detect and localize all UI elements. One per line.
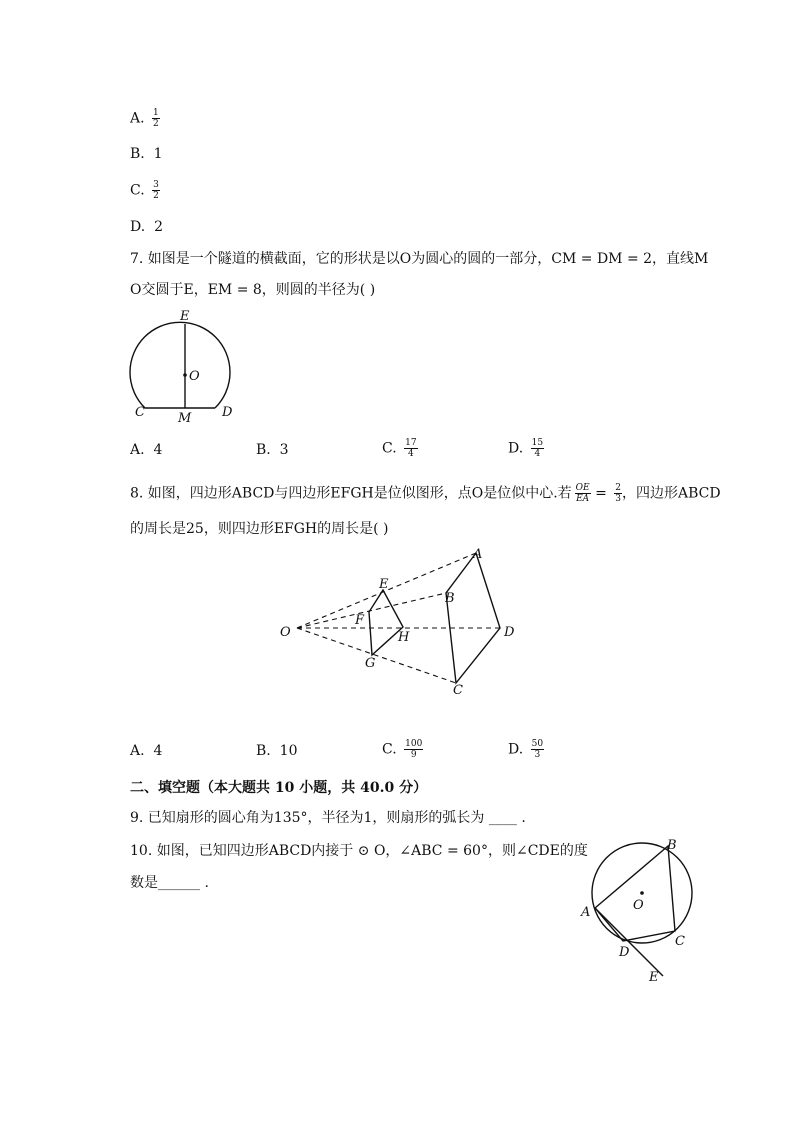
label-c: C xyxy=(453,683,463,698)
fraction-denominator: 3 xyxy=(534,750,541,760)
label-f: F xyxy=(355,613,365,628)
label-c: C xyxy=(675,934,685,949)
ray-oc xyxy=(297,628,456,683)
fraction-denominator: 2 xyxy=(153,119,159,129)
option-value: 1 xyxy=(153,146,163,162)
fraction-denominator: EA xyxy=(576,494,590,504)
option-label: D. xyxy=(508,741,524,758)
label-a: A xyxy=(581,905,591,920)
value-fraction xyxy=(614,483,622,504)
option-label: C. xyxy=(382,440,397,457)
label-b: B xyxy=(445,591,455,606)
q9-text: 9. 已知扇形的圆心角为135°，半径为1，则扇形的弧长为 ____ . xyxy=(130,810,526,826)
center-point xyxy=(183,373,187,377)
label-h: H xyxy=(398,630,410,645)
label-d: D xyxy=(619,945,630,960)
q8-homothety-figure xyxy=(270,540,530,700)
fraction-numerator: 1 xyxy=(153,108,159,118)
q7-option-d xyxy=(508,438,544,459)
label-o: O xyxy=(633,898,644,913)
label-o: O xyxy=(189,369,200,384)
fraction-numerator: 17 xyxy=(405,438,417,448)
q8-option-b xyxy=(256,742,297,760)
q8-text-post: ，四边形ABCD xyxy=(621,485,721,502)
option-value: 3 xyxy=(279,442,289,458)
ray-ob xyxy=(297,593,446,628)
fraction-numerator: 50 xyxy=(531,739,544,749)
fraction-denominator: 3 xyxy=(615,494,621,504)
option-value: 10 xyxy=(279,743,298,759)
equals-sign: = xyxy=(595,485,607,502)
option-label: B. xyxy=(256,442,271,458)
fraction-denominator: 4 xyxy=(534,449,541,459)
option-value: 2 xyxy=(154,219,164,235)
fraction xyxy=(531,739,544,760)
option-value: 4 xyxy=(153,743,163,759)
q7-option-c xyxy=(382,438,418,459)
option-label: B. xyxy=(130,146,145,162)
option-label: C. xyxy=(130,182,145,199)
option-label: A. xyxy=(130,110,145,127)
q6-option-a xyxy=(130,108,160,129)
quad-efgh xyxy=(369,590,403,655)
q7-option-b xyxy=(256,441,289,459)
option-label: D. xyxy=(130,219,146,235)
q7-text-line2: O交圆于E，EM = 8，则圆的半径为( ) xyxy=(130,282,376,298)
fraction-numerator: 3 xyxy=(153,180,159,190)
label-a: A xyxy=(473,547,483,562)
option-label: B. xyxy=(256,743,271,759)
fraction-numerator: OE xyxy=(575,483,590,493)
fraction-denominator: 4 xyxy=(407,449,414,459)
label-o: O xyxy=(280,625,291,640)
label-b: B xyxy=(667,838,677,853)
option-label: A. xyxy=(130,442,145,458)
q10-text-line1: 10. 如图，已知四边形ABCD内接于 ⊙ O，∠ABC = 60°，则∠CDE的度 xyxy=(130,843,588,859)
q8-option-c xyxy=(382,739,423,760)
fraction xyxy=(152,180,160,201)
label-d: D xyxy=(504,625,515,640)
q10-circle-figure xyxy=(575,835,695,985)
ratio-fraction xyxy=(575,483,591,504)
center-point xyxy=(640,891,644,895)
fraction-denominator: 2 xyxy=(153,191,159,201)
section-heading: 二、填空题（本大题共 10 小题，共 40.0 分） xyxy=(130,780,428,796)
q6-option-b xyxy=(130,145,163,163)
fraction-numerator: 100 xyxy=(405,739,423,749)
q6-option-c xyxy=(130,180,160,201)
label-e: E xyxy=(180,309,190,324)
q6-option-d xyxy=(130,218,163,236)
q8-text-line1 xyxy=(130,483,721,504)
q8-option-a xyxy=(130,742,162,760)
q8-option-d xyxy=(508,739,544,760)
quad-abcd xyxy=(595,846,675,941)
fraction xyxy=(152,108,160,129)
fraction xyxy=(404,739,423,760)
quad-abcd xyxy=(446,553,500,683)
option-label: C. xyxy=(382,741,397,758)
label-g: G xyxy=(365,656,376,671)
label-e: E xyxy=(379,577,389,592)
q10-text-line2: 数是______ . xyxy=(130,875,209,891)
fraction xyxy=(404,438,417,459)
q7-tunnel-figure xyxy=(130,308,250,428)
option-value: 4 xyxy=(153,442,163,458)
fraction xyxy=(531,438,544,459)
option-label: D. xyxy=(508,440,524,457)
q8-text-line2: 的周长是25，则四边形EFGH的周长是( ) xyxy=(130,521,389,537)
fraction-numerator: 15 xyxy=(531,438,544,448)
fraction-denominator: 9 xyxy=(410,750,417,760)
fraction-numerator: 2 xyxy=(615,483,621,493)
q7-option-a xyxy=(130,441,162,459)
q7-text-line1: 7. 如图是一个隧道的横截面，它的形状是以O为圆心的圆的一部分，CM = DM = 2，直线M xyxy=(130,251,709,267)
label-c: C xyxy=(135,405,145,420)
q8-text-pre: 8. 如图，四边形ABCD与四边形EFGH是位似图形，点O是位似中心.若 xyxy=(130,485,572,502)
label-m: M xyxy=(178,411,192,426)
option-label: A. xyxy=(130,743,145,759)
label-d: D xyxy=(222,405,233,420)
label-e: E xyxy=(649,970,659,985)
tunnel-arc xyxy=(130,322,230,408)
